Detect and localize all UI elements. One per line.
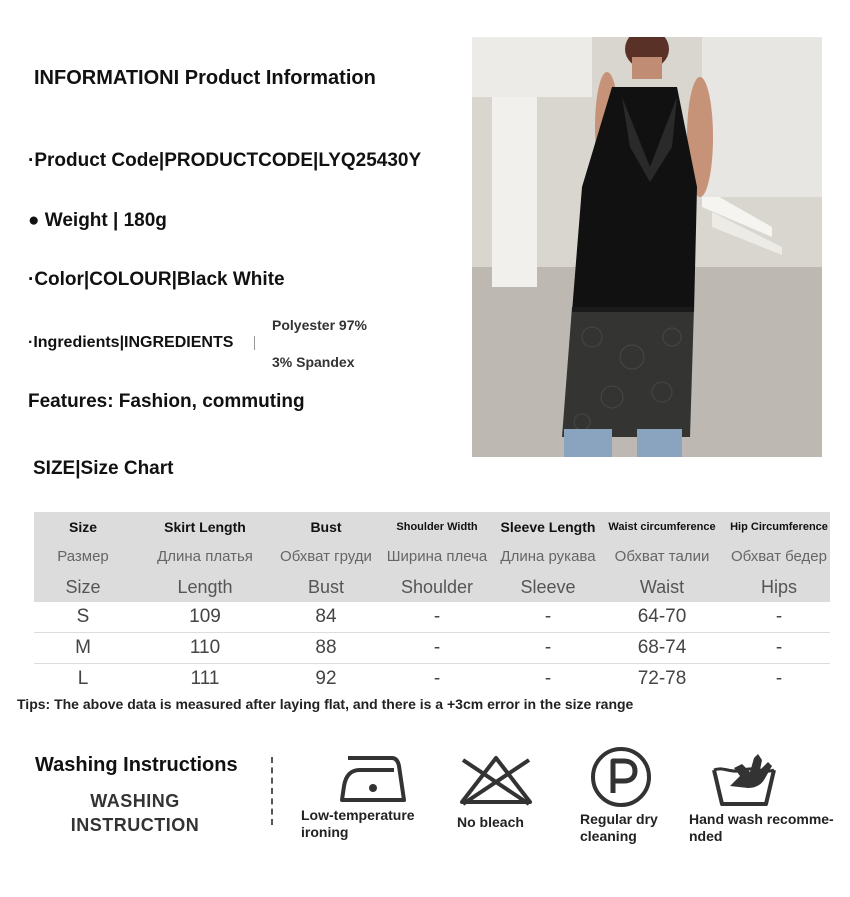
header-cell: Обхват груди [278,541,374,572]
header-cell: Sleeve [500,572,596,602]
header-cell: Length [132,572,278,602]
size-chart-title: SIZE|Size Chart [33,458,174,479]
header-cell: Bust [278,572,374,602]
hand-wash-label-line1: Hand wash recomme- [689,811,834,827]
header-cell: Size [34,512,132,541]
size-chart-table [34,512,830,694]
table-cell: 68-74 [596,633,728,664]
iron-label-line1: Low-temperature [301,807,415,823]
product-photo [472,37,822,457]
header-cell: Длина платья [132,541,278,572]
ingredients-divider [254,336,255,350]
table-cell: 64-70 [596,602,728,633]
table-row [34,633,830,664]
header-cell: Ширина плеча [374,541,500,572]
ingredient-polyester: Polyester 97% [272,317,367,333]
table-cell: M [34,633,132,664]
header-cell: Bust [278,512,374,541]
table-cell: - [728,602,830,633]
table-cell: S [34,602,132,633]
table-cell: 84 [278,602,374,633]
low-temperature-iron-icon [338,752,408,806]
features: Features: Fashion, commuting [28,391,305,412]
table-cell: 111 [190,668,220,689]
size-chart-header-en [34,512,830,541]
size-tips: Tips: The above data is measured after laying flat, and there is a +3cm error in the size range [17,696,634,712]
header-cell: Обхват талии [596,541,728,572]
table-cell: 109 [132,602,278,633]
table-row [34,664,830,695]
header-cell: Shoulder Width [374,512,500,541]
header-cell: Длина рукава [500,541,596,572]
no-bleach-icon [457,752,535,808]
header-cell: Sleeve Length [500,512,596,541]
header-cell: Waist [596,572,728,602]
washing-subtitle-line1: WASHING [90,791,180,811]
iron-label-line2: ironing [301,824,349,840]
header-cell: Waist circumference [596,512,728,541]
table-cell: - [500,602,596,633]
washing-title: Washing Instructions [35,754,238,776]
table-cell: 110 [132,633,278,664]
product-code: ·Product Code|PRODUCTCODE|LYQ25430Y [28,150,422,171]
table-cell: - [775,668,783,689]
dry-clean-p-icon [589,745,653,809]
header-cell: Обхват бедер [728,541,830,572]
no-bleach-label: No bleach [457,814,524,830]
dry-clean-label-line1: Regular dry [580,811,658,827]
hand-wash-icon [710,746,778,808]
header-cell: Hip Circumference [728,512,830,541]
weight: ● Weight | 180g [28,210,167,231]
header-cell: Hips [728,572,830,602]
table-cell: - [374,602,500,633]
header-cell: Размер [34,541,132,572]
table-cell: - [728,633,830,664]
ingredients-label: ·Ingredients|INGREDIENTS [28,334,234,351]
table-cell: - [374,633,500,664]
color: ·Color|COLOUR|Black White [28,269,285,290]
info-title: INFORMATIONI Product Information [34,67,376,89]
table-row [34,602,830,633]
table-cell: - [500,633,596,664]
header-cell: Size [34,572,132,602]
hand-wash-label-line2: nded [689,828,723,844]
size-chart-header-short [34,572,830,602]
ingredient-spandex: 3% Spandex [272,354,355,370]
dry-clean-label-line2: cleaning [580,828,637,844]
table-cell: - [544,668,552,689]
washing-subtitle-line2: INSTRUCTION [70,815,200,835]
size-chart-header-ru [34,541,830,572]
header-cell: Shoulder [374,572,500,602]
table-cell: 72-78 [637,668,687,689]
washing-divider [271,757,273,825]
table-cell: 92 [315,668,337,689]
table-cell: L [77,668,89,689]
table-cell: - [433,668,441,689]
table-cell: 88 [278,633,374,664]
header-cell: Skirt Length [132,512,278,541]
